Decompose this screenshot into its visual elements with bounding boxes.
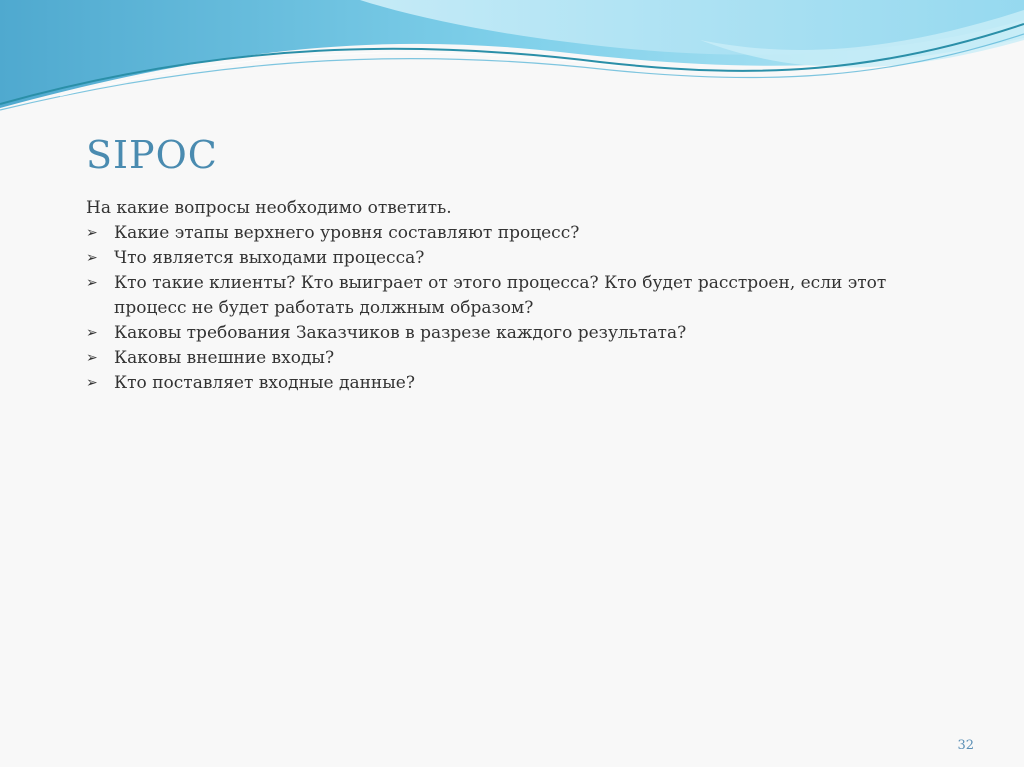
list-item-text: Каковы требования Заказчиков в разрезе каждого результата? [114,323,687,343]
list-item [86,221,946,246]
list-item [86,246,946,271]
list-item [86,271,946,321]
arrow-bullet-icon: ➢ [86,325,98,341]
list-item [86,321,946,346]
list-item-text: Кто поставляет входные данные? [114,373,415,393]
header-wave-decoration [0,0,1024,120]
intro-text: На какие вопросы необходимо ответить. [86,198,452,218]
slide-body [86,196,946,396]
arrow-bullet-icon: ➢ [86,250,98,266]
arrow-bullet-icon: ➢ [86,350,98,366]
page-number: 32 [957,738,974,753]
list-item [86,371,946,396]
list-item-text: Кто такие клиенты? Кто выиграет от этого процесса? Кто будет расстроен, если этот процесс не будет работать должным образом? [114,273,887,318]
arrow-bullet-icon: ➢ [86,375,98,391]
list-item [86,346,946,371]
question-list [86,221,946,396]
arrow-bullet-icon: ➢ [86,225,98,241]
arrow-bullet-icon: ➢ [86,275,98,291]
slide-title: SIPOC [86,133,218,177]
list-item-text: Каковы внешние входы? [114,348,335,368]
list-item-text: Что является выходами процесса? [114,248,425,268]
list-item-text: Какие этапы верхнего уровня составляют процесс? [114,223,580,243]
